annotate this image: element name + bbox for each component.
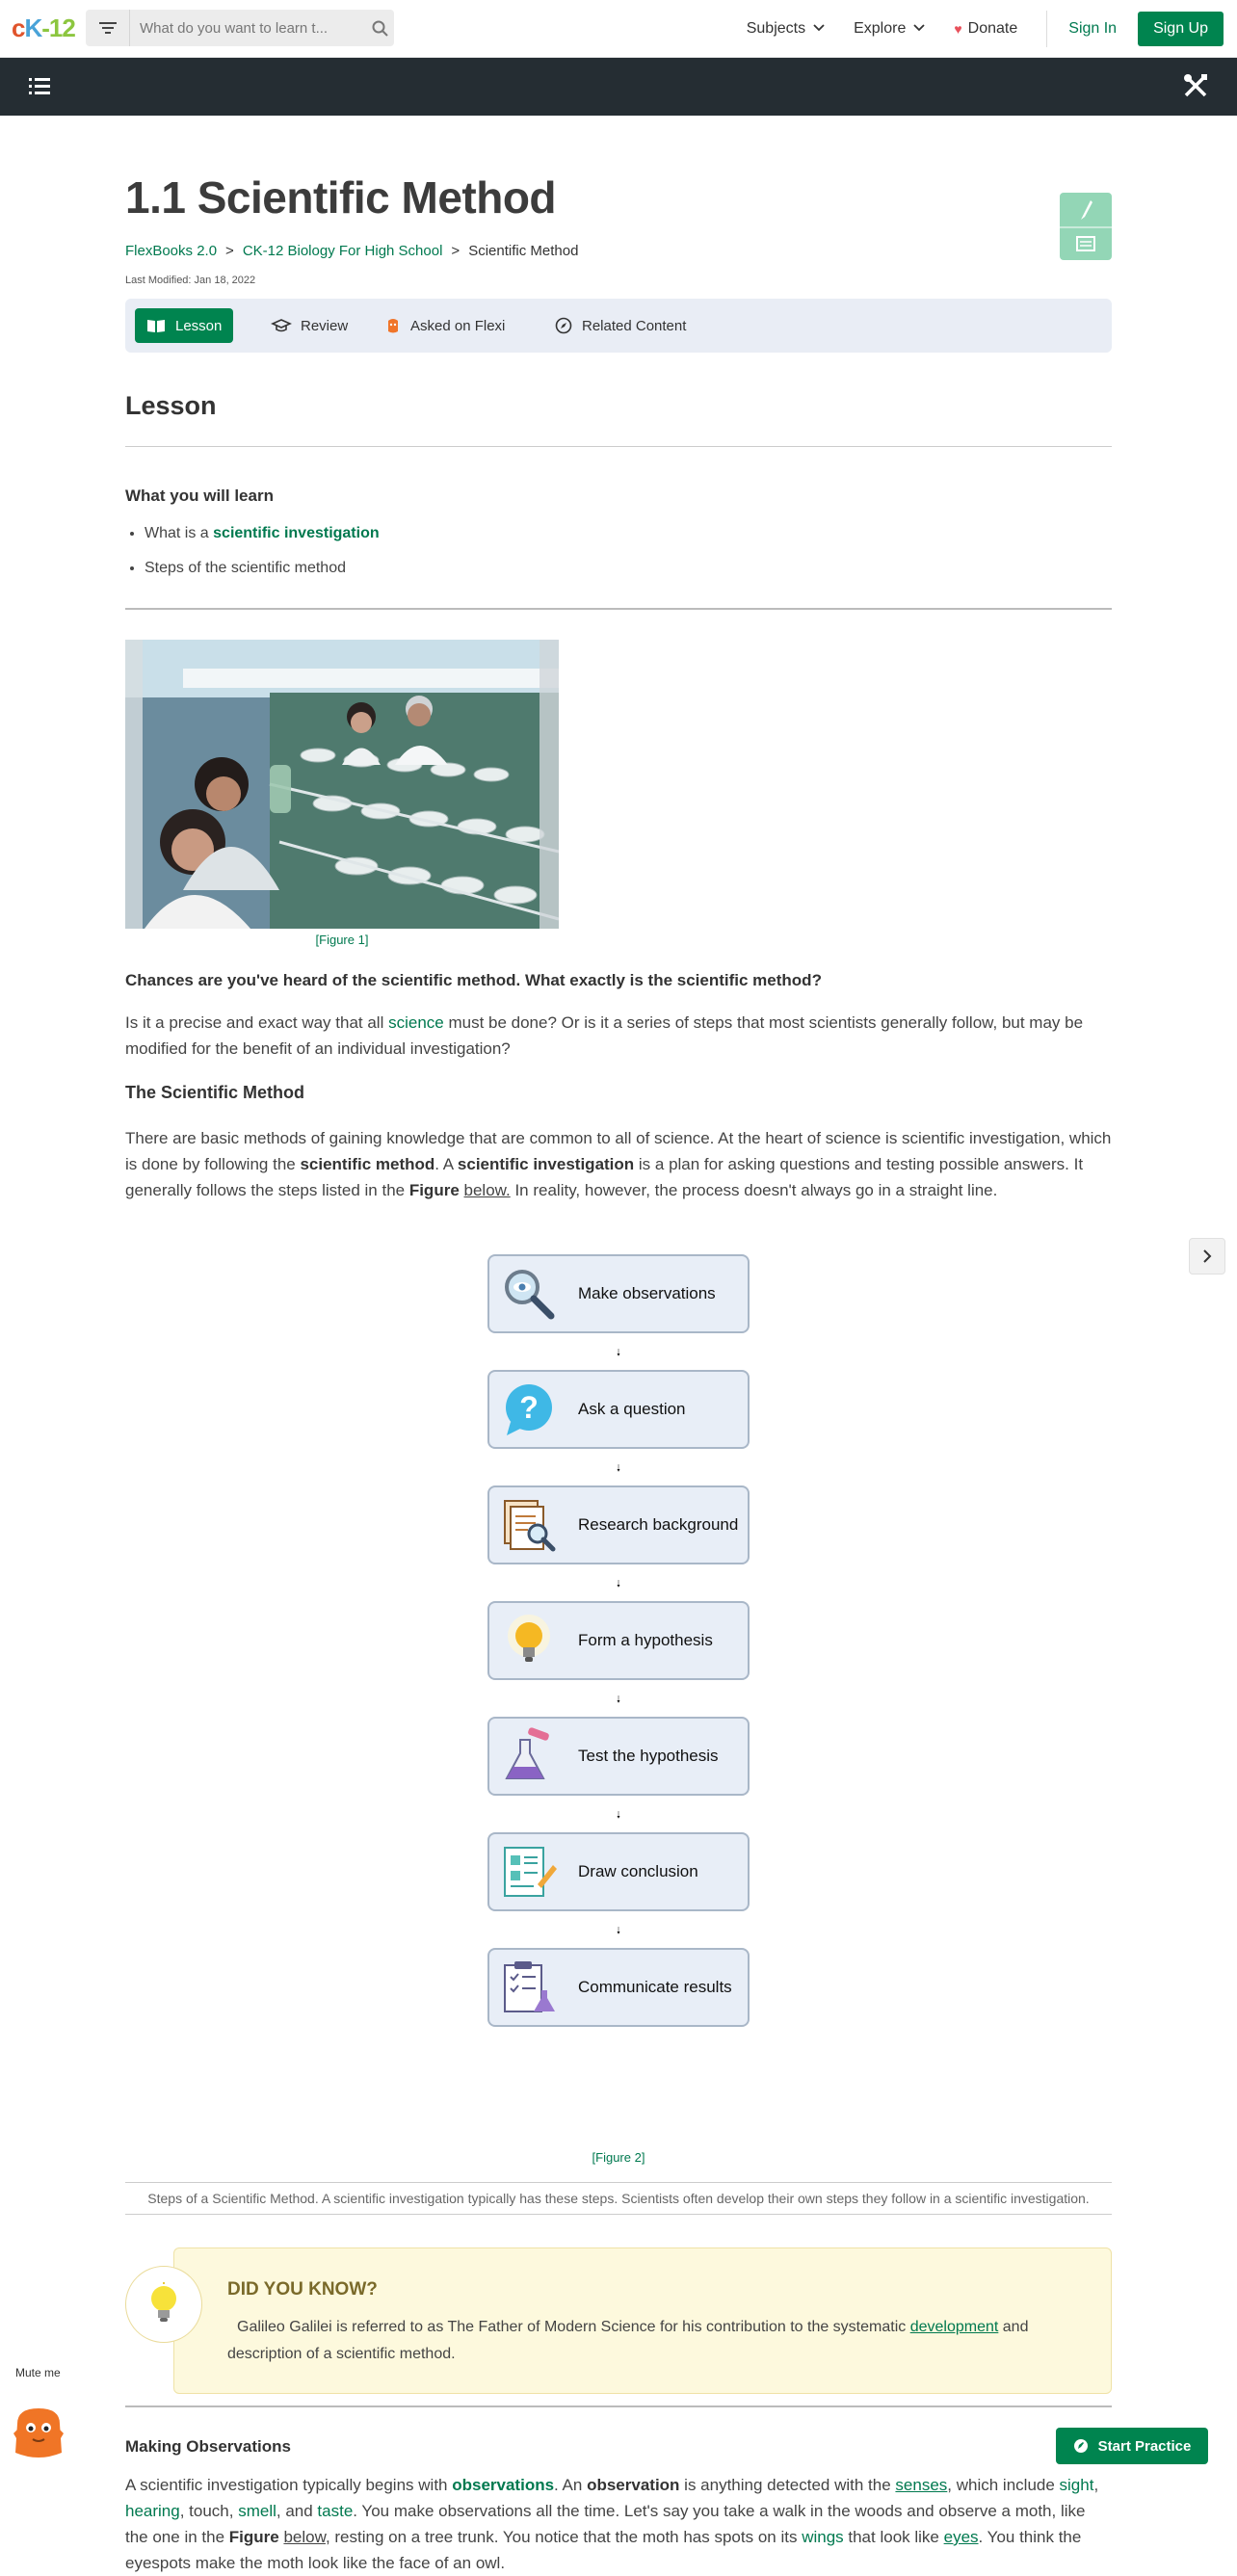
making-observations-heading: Making Observations — [125, 2437, 291, 2456]
figure-1-link[interactable]: [Figure 1] — [315, 933, 369, 947]
breadcrumb-current: Scientific Method — [468, 243, 579, 259]
learn-heading: What you will learn — [125, 486, 274, 505]
sight-link[interactable]: sight — [1059, 2476, 1094, 2494]
chevron-down-icon — [813, 24, 825, 35]
science-link[interactable]: science — [388, 1013, 444, 1032]
flow-arrow — [617, 1568, 620, 1599]
subjects-menu[interactable]: Subjects — [747, 20, 825, 38]
question-bubble-icon — [499, 1380, 559, 1439]
tab-asked-on-flexi[interactable]: Asked on Flexi — [374, 308, 516, 343]
next-section-button[interactable] — [1189, 1238, 1225, 1275]
search-bar — [86, 10, 394, 46]
mute-me-button[interactable]: Mute me — [15, 2366, 61, 2379]
figure-2-link[interactable]: [Figure 2] — [592, 2150, 645, 2165]
chart-document-icon — [499, 1842, 559, 1902]
lightbulb-icon — [499, 1611, 559, 1670]
breadcrumb: FlexBooks 2.0 > CK-12 Biology For High School > Scientific Method — [125, 243, 579, 259]
question-heading: Chances are you've heard of the scientific method. What exactly is the scientific method? — [125, 971, 822, 989]
sign-up-button[interactable]: Sign Up — [1138, 12, 1224, 46]
step-communicate-results: Communicate results — [487, 1948, 750, 2027]
flexbook-icon[interactable] — [1060, 193, 1112, 260]
scientific-investigation-link[interactable]: scientific investigation — [213, 525, 380, 541]
observations-link[interactable]: observations — [452, 2476, 555, 2494]
paragraph: There are basic methods of gaining knowledge that are common to all of science. At the heart of science is scientific investigation, which is done by following the scientific method. A scientific investigation is a plan for asking questions and testing possible answers. It generally follows the steps listed in the Figure below. In reality, however, the process doesn't always go in a straight line. — [125, 1129, 1112, 1199]
flow-arrow — [617, 1337, 620, 1368]
development-link[interactable]: development — [909, 2319, 999, 2335]
list-item: • Steps of the scientific method — [145, 560, 380, 594]
search-icon[interactable] — [365, 20, 394, 37]
divider — [125, 608, 1112, 610]
last-modified: Last Modified: Jan 18, 2022 — [125, 275, 256, 286]
clipboard-flask-icon — [499, 1958, 559, 2017]
start-practice-button[interactable]: Start Practice — [1056, 2428, 1208, 2464]
filter-icon — [99, 21, 117, 35]
taste-link[interactable]: taste — [317, 2502, 354, 2520]
learn-list — [145, 525, 380, 594]
divider — [125, 2405, 1112, 2407]
table-of-contents-icon[interactable] — [29, 75, 50, 101]
step-form-hypothesis: Form a hypothesis — [487, 1601, 750, 1680]
below-link[interactable]: below — [283, 2528, 326, 2546]
practice-icon — [1073, 2438, 1089, 2454]
step-ask-question: ? Ask a question — [487, 1370, 750, 1449]
step-research-background: Research background — [487, 1485, 750, 1564]
smell-link[interactable]: smell — [238, 2502, 276, 2520]
hearing-link[interactable]: hearing — [125, 2502, 180, 2520]
lesson-heading: Lesson — [125, 391, 217, 420]
svg-text:?: ? — [519, 1390, 539, 1425]
scientific-method-heading: The Scientific Method — [125, 1083, 305, 1102]
flexi-mascot-icon[interactable] — [12, 2405, 66, 2462]
content-tabs — [125, 299, 1112, 353]
lightbulb-icon — [125, 2266, 202, 2343]
did-you-know-box — [173, 2247, 1112, 2394]
paragraph: A scientific investigation typically begins with observations. An observation is anything detected with the senses, which include sight, hearing, touch, smell, and taste. You make observations all the time. Let's say you take a walk in the woods and observe a moth, like the one in the Figure below, resting on a tree trunk. You notice that the moth has spots on its wings that look like eyes. You think the eyespots make the moth look like the face of an owl. — [125, 2476, 1099, 2572]
filter-button[interactable] — [86, 10, 130, 46]
heart-icon: ♥ — [954, 21, 962, 37]
tab-lesson[interactable]: Lesson — [135, 308, 233, 343]
flow-arrow — [617, 1453, 620, 1484]
ck12-logo[interactable]: cK-12 — [12, 13, 75, 42]
divider — [125, 446, 1112, 447]
flask-icon — [499, 1726, 559, 1786]
did-you-know-heading: DID YOU KNOW? — [227, 2279, 378, 2300]
compass-icon — [555, 317, 572, 334]
documents-search-icon — [499, 1495, 559, 1555]
senses-link[interactable]: senses — [895, 2476, 948, 2494]
chevron-down-icon — [913, 24, 925, 35]
page-title: 1.1 Scientific Method — [125, 172, 557, 223]
flow-arrow — [617, 1800, 620, 1830]
scientists-lab-photo[interactable] — [125, 640, 559, 929]
breadcrumb-flexbooks[interactable]: FlexBooks 2.0 — [125, 243, 218, 259]
list-item: • What is a scientific investigation — [145, 525, 380, 560]
nav-divider — [1046, 11, 1047, 47]
book-open-icon — [146, 318, 166, 333]
flexi-icon — [385, 317, 401, 334]
paragraph: Is it a precise and exact way that all science must be done? Or is it a series of steps that most scientists generally follow, but may be modified for the benefit of an individual investigation? — [125, 1013, 1084, 1058]
chevron-right-icon — [1202, 1249, 1212, 1263]
figure-caption: Steps of a Scientific Method. A scientific investigation typically has these steps. Scientists often develop their own steps they follow in a scientific investigation. — [125, 2182, 1112, 2215]
step-make-observations: Make observations — [487, 1254, 750, 1333]
graduation-cap-icon — [272, 318, 291, 333]
magnifier-eye-icon — [499, 1264, 559, 1324]
toolbar — [0, 58, 1237, 116]
below-link[interactable]: below. — [463, 1181, 511, 1199]
wings-link[interactable]: wings — [802, 2528, 844, 2546]
search-input[interactable] — [130, 20, 365, 37]
tools-icon[interactable] — [1183, 73, 1208, 103]
tab-related-content[interactable]: Related Content — [543, 308, 697, 343]
sign-in-link[interactable]: Sign In — [1068, 20, 1118, 37]
did-you-know-text: Galileo Galilei is referred to as The Father of Modern Science for his contribution to the systematic development and description of a scientific method. — [227, 2319, 1029, 2362]
flow-arrow — [617, 1684, 620, 1715]
donate-link[interactable]: ♥ Donate — [954, 20, 1018, 37]
explore-menu[interactable]: Explore — [854, 20, 925, 38]
breadcrumb-biology[interactable]: CK-12 Biology For High School — [242, 243, 443, 259]
flow-arrow — [617, 1915, 620, 1946]
top-navbar — [0, 0, 1237, 58]
eyes-link[interactable]: eyes — [943, 2528, 979, 2546]
tab-review[interactable]: Review — [260, 308, 359, 343]
step-test-hypothesis: Test the hypothesis — [487, 1717, 750, 1796]
step-draw-conclusion: Draw conclusion — [487, 1832, 750, 1911]
